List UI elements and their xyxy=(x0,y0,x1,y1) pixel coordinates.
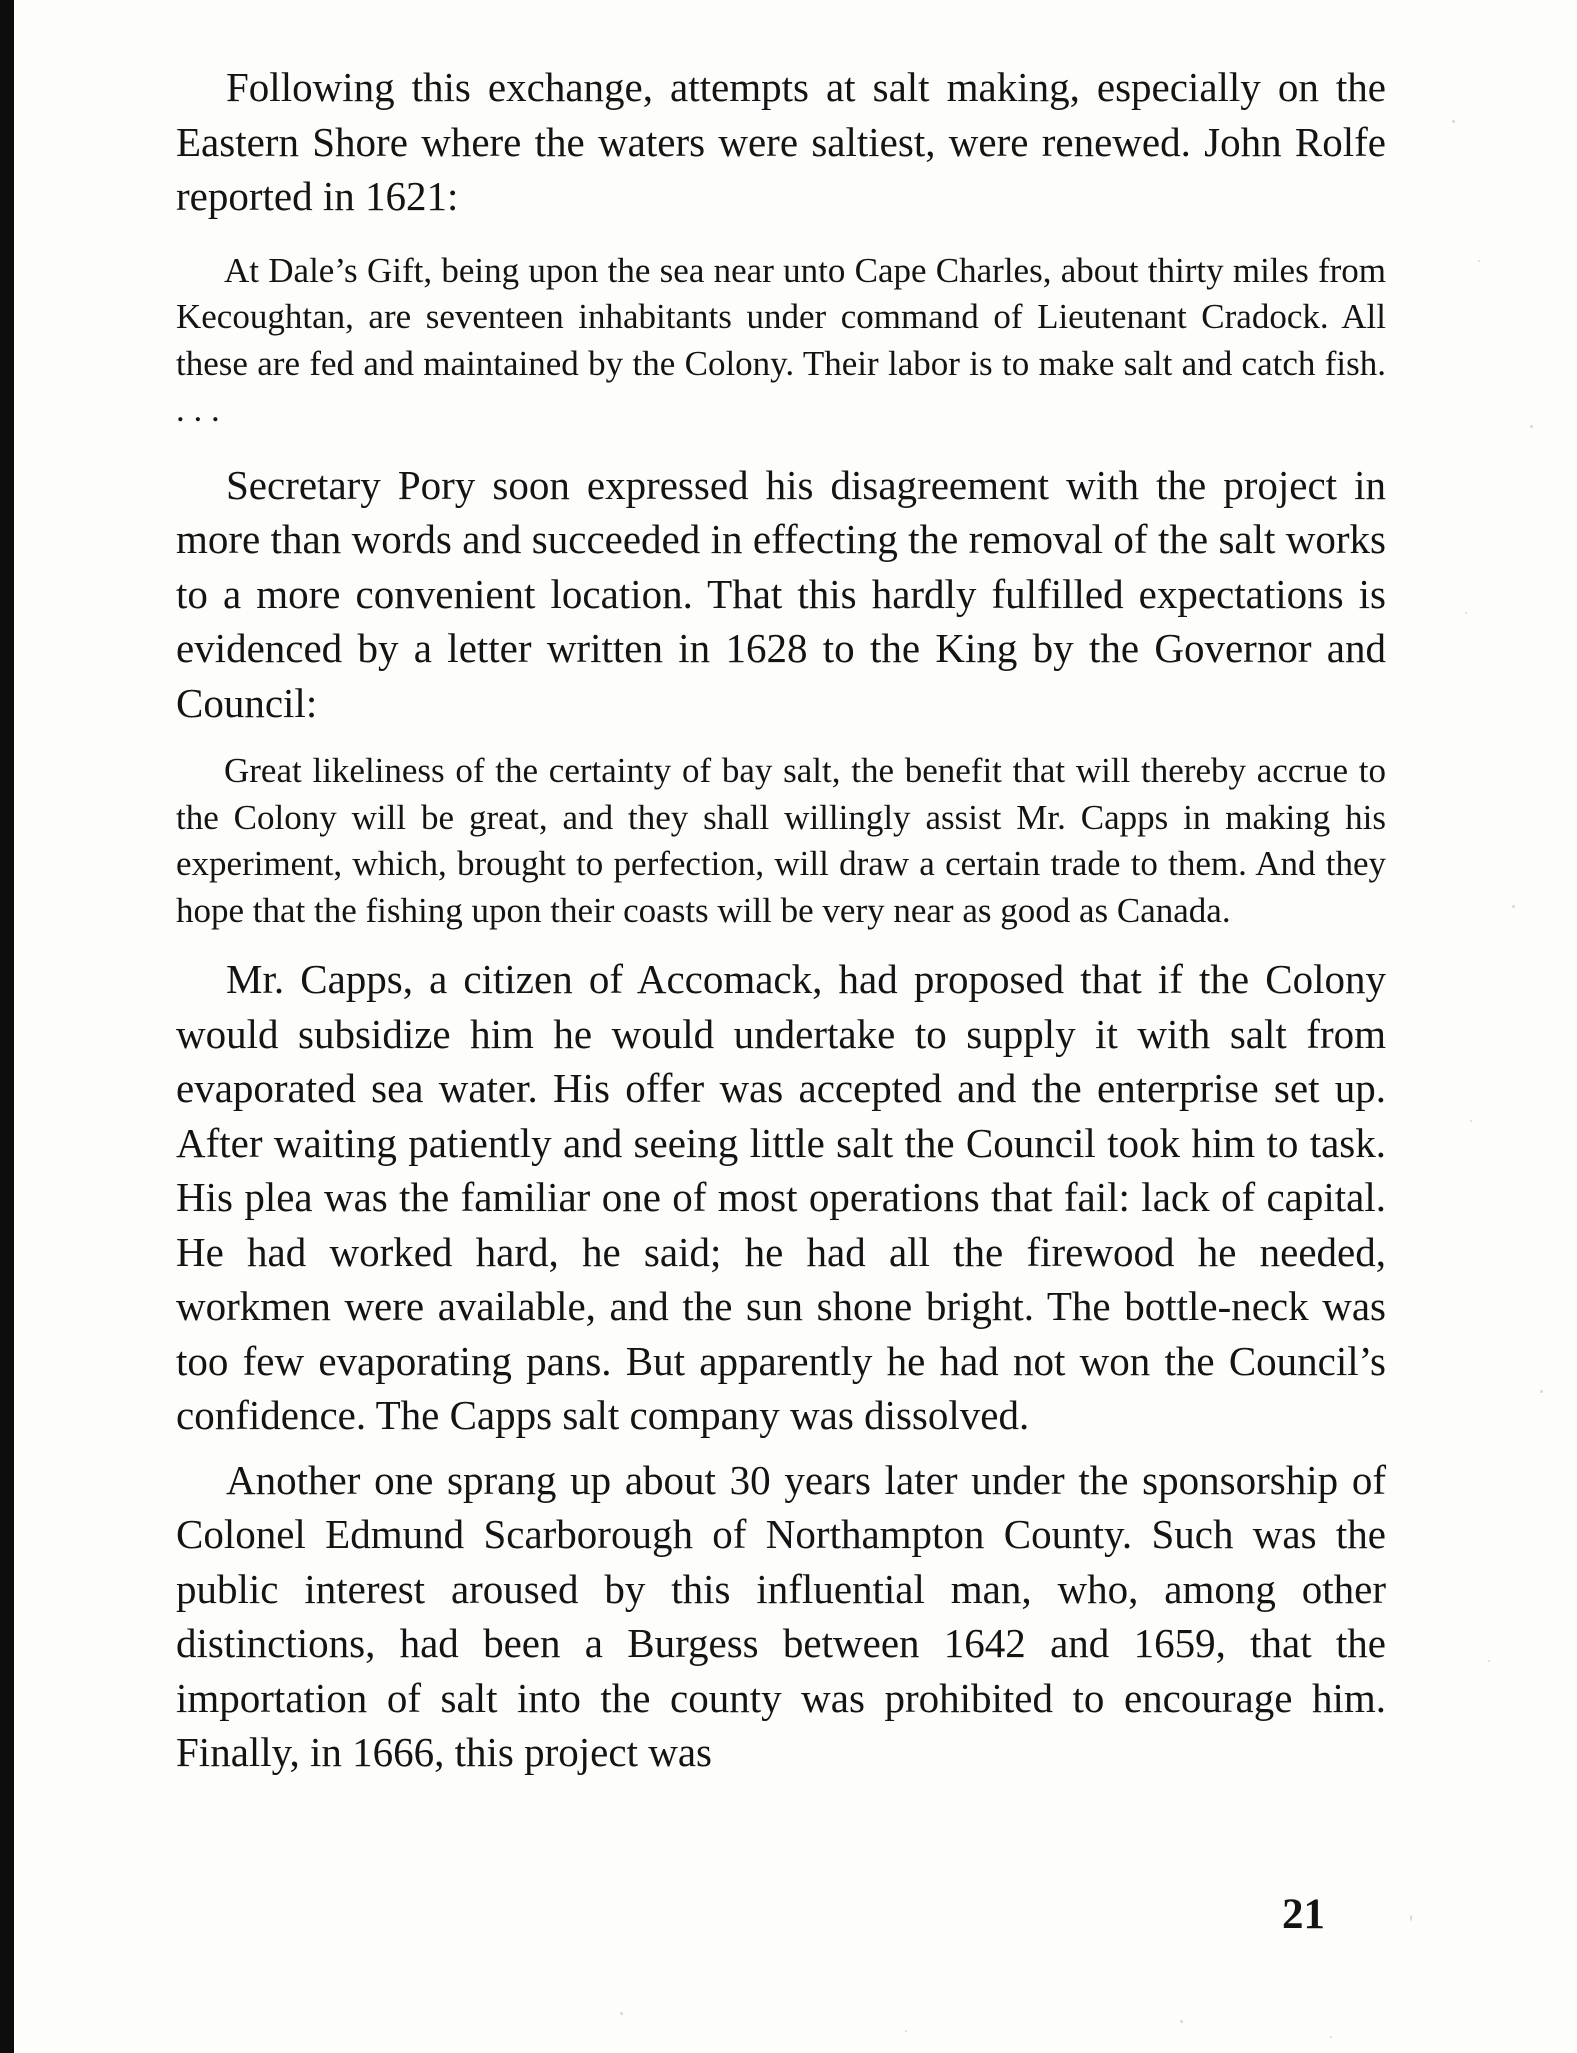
block-quote: At Dale’s Gift, being upon the sea near unto Cape Charles, about thirty miles from Kecoughtan, are seventeen inhabitants under command of Lieutenant Cradock. All these are fed and maintained by the Colony. Their labor is to make salt and catch fish. . . . xyxy=(176,250,1386,429)
scan-speckle xyxy=(1452,120,1455,123)
binding-edge xyxy=(0,0,14,2053)
body-paragraph: Secretary Pory soon expressed his disagreement with the project in more than words and succeeded in effecting the removal of the salt works to a more convenient location. That this hardly fulfilled expectations is evidenced by a letter written in 1628 to the King by the Governor and Council: xyxy=(176,461,1386,726)
page-number: 21 xyxy=(1282,1891,1325,1938)
scan-speckle xyxy=(1410,1915,1412,1921)
scan-speckle xyxy=(1530,425,1533,428)
scan-speckle xyxy=(1180,2020,1183,2023)
scan-speckle xyxy=(1465,612,1467,614)
body-paragraph: Mr. Capps, a citizen of Accomack, had proposed that if the Colony would subsidize him he would undertake to supply it with salt from evaporated sea water. His offer was accepted and the enterprise set up. After waiting patiently and seeing little salt the Council took him to task. His plea was the familiar one of most operations that fail: lack of capital. He had worked hard, he said; he had all the firewood he needed, workmen were available, and the sun shone bright. The bottle-neck was too few evaporating pans. But apparently he had not won the Council’s confidence. The Capps salt company was dissolved. xyxy=(176,956,1386,1438)
page-body xyxy=(176,60,1386,1780)
block-quote: Great likeliness of the certainty of bay salt, the benefit that will thereby accrue to the Colony will be great, and they shall willingly assist Mr. Capps in making his experiment, which, brought to perfection, will draw a certain trade to them. And they hope that the fishing upon their coasts will be very near as good as Canada. xyxy=(176,751,1386,930)
scan-speckle xyxy=(1512,905,1515,908)
scan-speckle xyxy=(1540,1390,1543,1393)
scan-speckle xyxy=(1330,2036,1332,2038)
scan-speckle xyxy=(1478,260,1480,262)
scan-speckle xyxy=(1488,1660,1490,1662)
scan-speckle xyxy=(620,2012,623,2015)
body-paragraph: Another one sprang up about 30 years later under the sponsorship of Colonel Edmund Scarborough of Northampton County. Such was the public interest aroused by this influential man, who, among other distinctions, had been a Burgess between 1642 and 1659, that the importation of salt into the county was prohibited to encourage him. Finally, in 1666, this project was xyxy=(176,1456,1386,1775)
body-paragraph: Following this exchange, attempts at salt making, especially on the Eastern Shore where the waters were saltiest, were renewed. John Rolfe reported in 1621: xyxy=(176,64,1386,219)
scan-speckle xyxy=(1470,1120,1472,1122)
scan-speckle xyxy=(905,2030,907,2032)
